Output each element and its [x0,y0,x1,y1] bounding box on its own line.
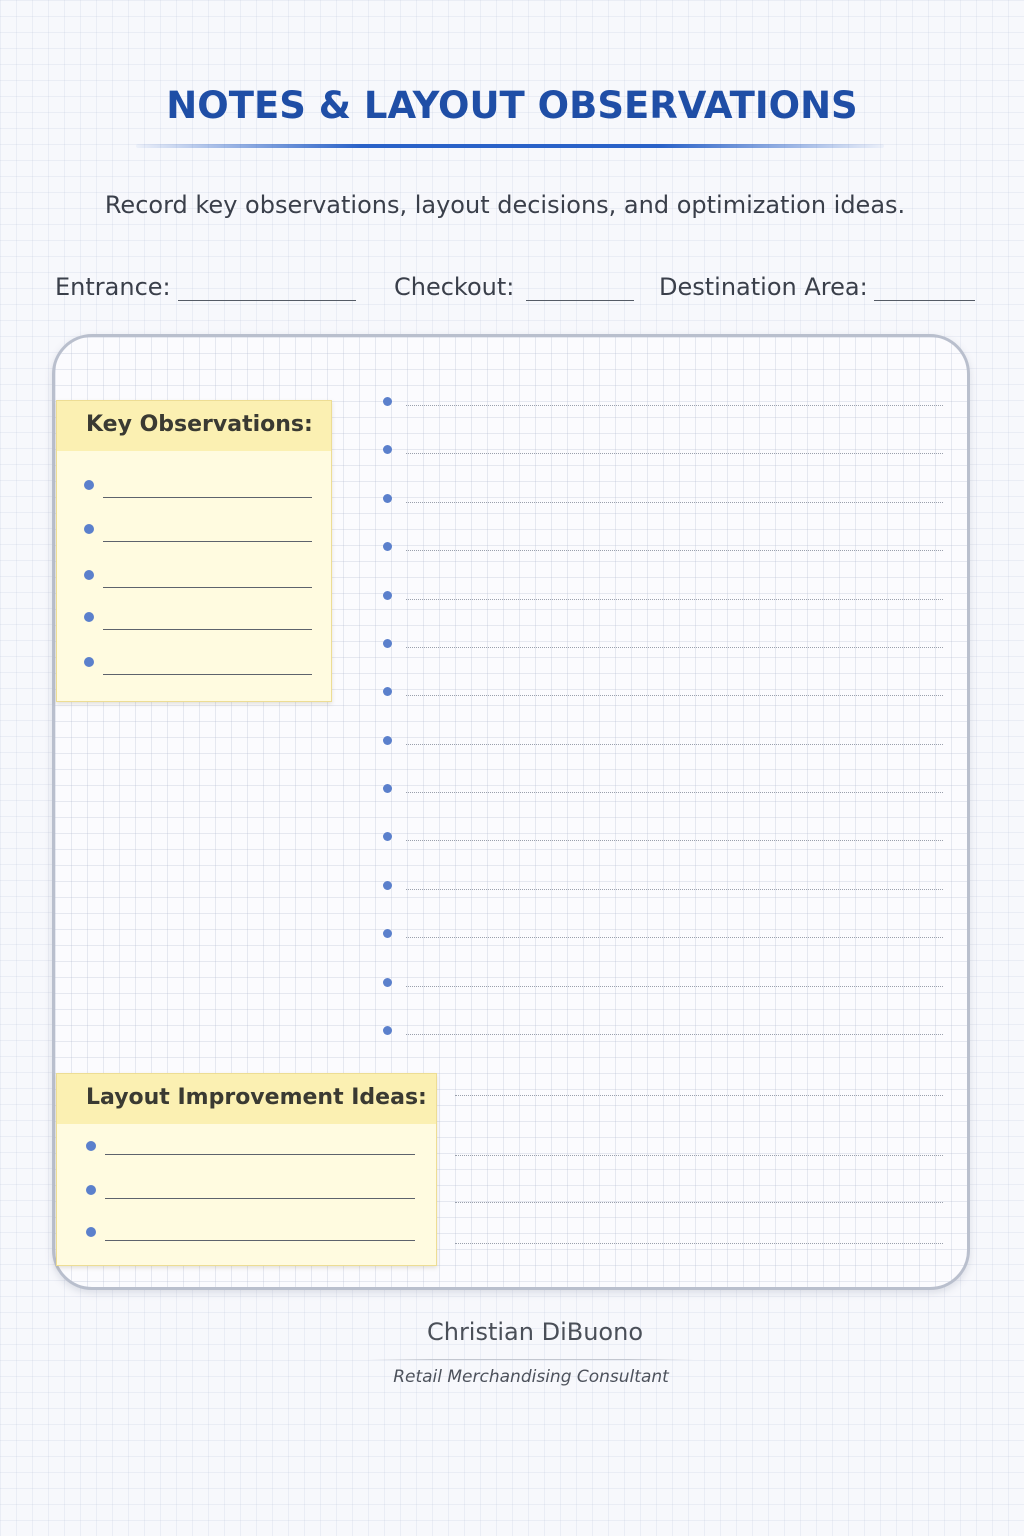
signature-name: Christian DiBuono [426,1318,644,1346]
notes-dotted-line[interactable] [406,840,943,841]
observation-line[interactable] [103,587,312,588]
notes-dotted-line[interactable] [406,599,943,600]
bullet-dot-icon [84,612,94,622]
key-observations-heading: Key Observations: [57,401,331,451]
notes-dotted-line[interactable] [406,744,943,745]
notes-dotted-line[interactable] [406,986,943,987]
bullet-dot-icon [383,784,392,793]
notes-dotted-line[interactable] [455,1243,943,1244]
layout-improvement-box [56,1073,437,1266]
signature-rule [368,1359,694,1360]
notes-dotted-line[interactable] [406,502,943,503]
notes-dotted-line[interactable] [406,889,943,890]
bullet-dot-icon [84,570,94,580]
bullet-dot-icon [383,832,392,841]
bullet-dot-icon [86,1185,96,1195]
bullet-dot-icon [86,1141,96,1151]
improvement-line[interactable] [105,1154,415,1155]
notes-dotted-line[interactable] [406,453,943,454]
observation-line[interactable] [103,497,312,498]
bullet-dot-icon [84,524,94,534]
key-observations-box [56,400,332,702]
bullet-dot-icon [383,494,392,503]
destination-area-label: Destination Area: [659,273,868,301]
notes-dotted-line[interactable] [406,1034,943,1035]
bullet-dot-icon [383,591,392,600]
notes-dotted-line[interactable] [406,695,943,696]
observation-line[interactable] [103,629,312,630]
bullet-dot-icon [383,445,392,454]
title-underline [136,144,884,148]
page-title: NOTES & LAYOUT OBSERVATIONS [166,84,858,127]
destination-area-field[interactable] [874,300,975,301]
checkout-label: Checkout: [394,273,515,301]
bullet-dot-icon [383,687,392,696]
bullet-dot-icon [383,881,392,890]
bullet-dot-icon [383,978,392,987]
notes-dotted-line[interactable] [406,550,943,551]
bullet-dot-icon [84,480,94,490]
bullet-dot-icon [383,639,392,648]
observation-line[interactable] [103,674,312,675]
notes-dotted-line[interactable] [455,1095,943,1096]
signature-role: Retail Merchandising Consultant [393,1367,669,1387]
notes-dotted-line[interactable] [406,937,943,938]
page-subtitle: Record key observations, layout decisions, and optimization ideas. [104,191,906,219]
checkout-field[interactable] [526,300,634,301]
layout-improvement-heading: Layout Improvement Ideas: [57,1074,436,1124]
bullet-dot-icon [84,657,94,667]
bullet-dot-icon [383,397,392,406]
bullet-dot-icon [383,542,392,551]
entrance-field[interactable] [178,300,356,301]
notes-dotted-line[interactable] [406,647,943,648]
observation-line[interactable] [103,541,312,542]
entrance-label: Entrance: [55,273,171,301]
notes-dotted-line[interactable] [406,792,943,793]
bullet-dot-icon [383,929,392,938]
notes-dotted-line[interactable] [406,405,943,406]
notes-dotted-line[interactable] [455,1202,943,1203]
bullet-dot-icon [383,1026,392,1035]
improvement-line[interactable] [105,1240,415,1241]
bullet-dot-icon [383,736,392,745]
bullet-dot-icon [86,1227,96,1237]
notes-dotted-line[interactable] [455,1155,943,1156]
improvement-line[interactable] [105,1198,415,1199]
